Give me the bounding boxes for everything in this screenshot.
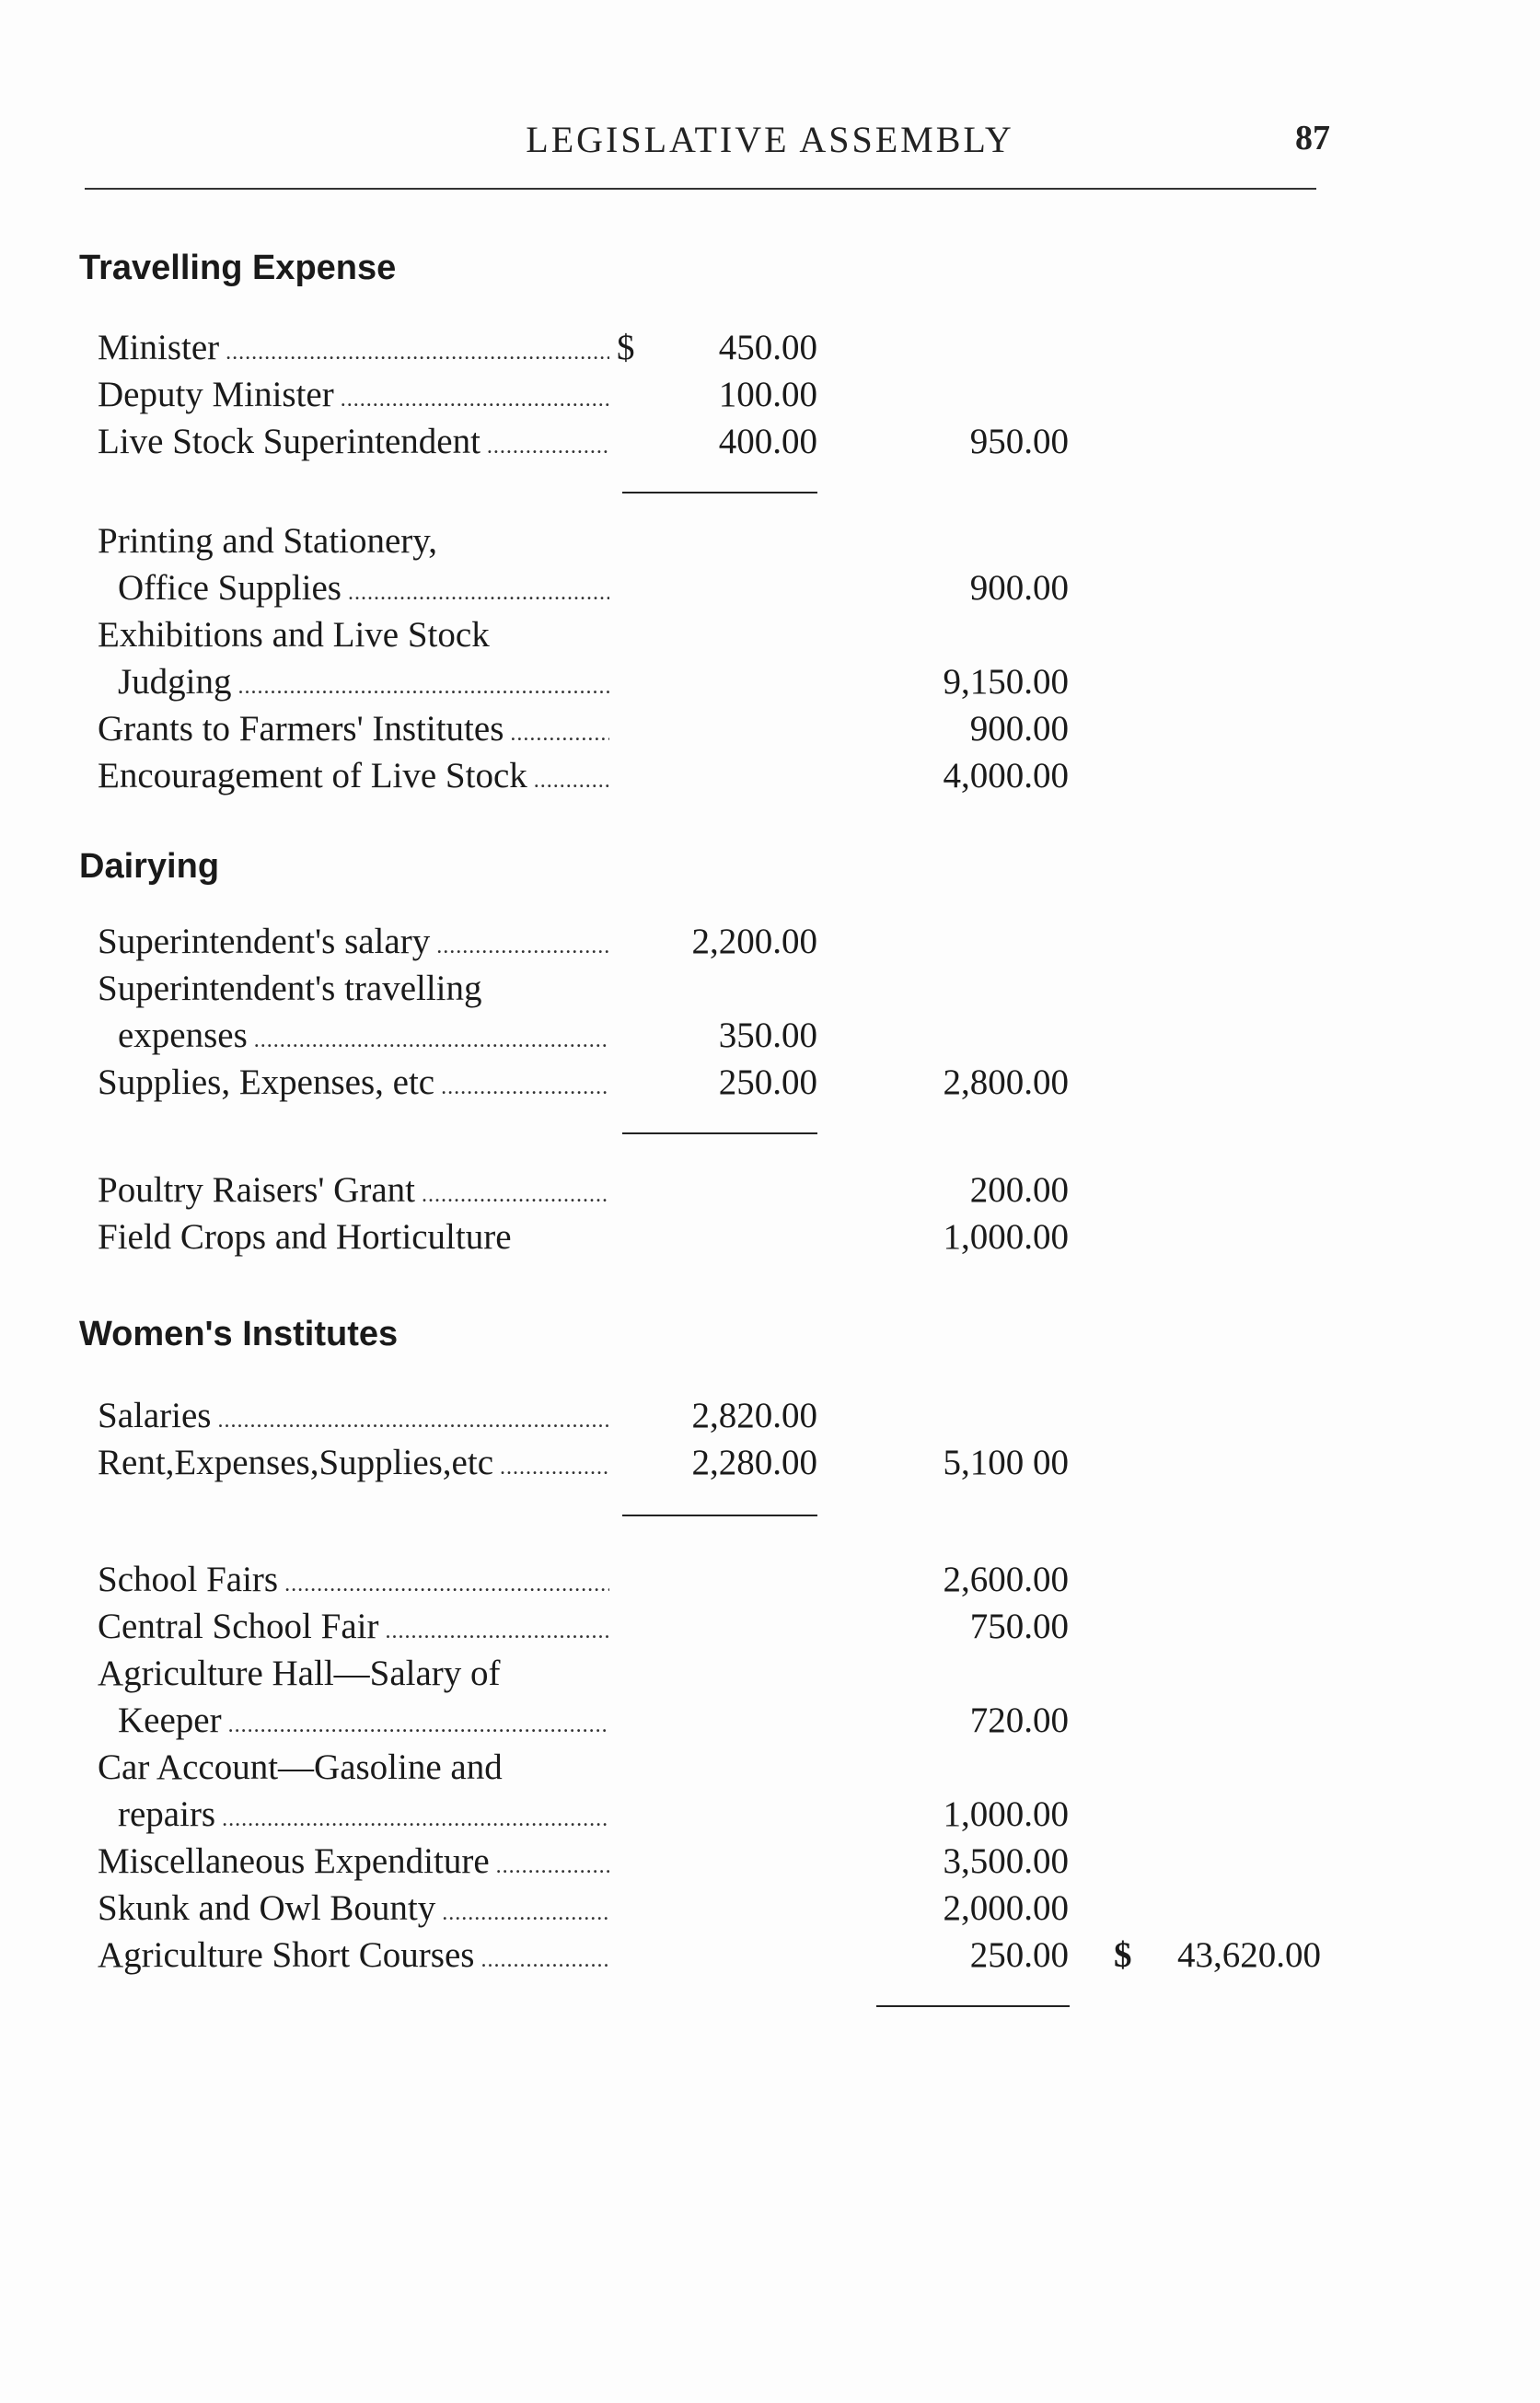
amount-col2: 4,000.00 xyxy=(943,756,1069,795)
table-row xyxy=(0,1887,1540,1933)
amount-col1: 2,200.00 xyxy=(691,922,817,961)
table-row xyxy=(0,1559,1540,1605)
row-label: Skunk and Owl Bounty ..... xyxy=(98,1887,609,1929)
amount-col1: 350.00 xyxy=(718,1016,817,1055)
table-row xyxy=(0,1169,1540,1215)
table-row xyxy=(0,520,1540,566)
section-heading-travelling: Travelling Expense xyxy=(79,249,397,287)
table-row xyxy=(0,1700,1540,1746)
page-number: 87 xyxy=(1295,119,1330,157)
amount-col2: 950.00 xyxy=(969,422,1069,461)
row-label: Live Stock Superintendent ..... xyxy=(98,421,609,462)
dollar-sign: $ xyxy=(1114,1935,1132,1975)
amount-col2: 720.00 xyxy=(969,1701,1069,1740)
table-row xyxy=(0,1747,1540,1793)
table-row xyxy=(0,921,1540,967)
row-label: Supplies, Expenses, etc ..... xyxy=(98,1062,609,1103)
row-label: repairs ..... xyxy=(118,1794,609,1835)
amount-col1: 250.00 xyxy=(718,1062,817,1102)
table-row xyxy=(0,374,1540,420)
row-label: Rent,Expenses,Supplies,etc ..... xyxy=(98,1442,609,1483)
table-row xyxy=(0,1062,1540,1108)
row-label: Agriculture Short Courses ..... xyxy=(98,1934,609,1976)
row-label: Keeper ..... xyxy=(118,1700,609,1741)
amount-col2: 200.00 xyxy=(969,1170,1069,1210)
amount-col2: 9,150.00 xyxy=(943,662,1069,702)
amount-col2: 2,800.00 xyxy=(943,1062,1069,1102)
row-label: expenses ..... xyxy=(118,1015,609,1056)
table-row xyxy=(0,1606,1540,1652)
row-label: Exhibitions and Live Stock xyxy=(98,615,490,655)
amount-col2: 250.00 xyxy=(969,1935,1069,1975)
row-label: Miscellaneous Expenditure ..... xyxy=(98,1840,609,1882)
table-row xyxy=(0,1653,1540,1699)
table-row xyxy=(0,1794,1540,1840)
row-label: Car Account—Gasoline and xyxy=(98,1747,503,1787)
amount-col1: 2,820.00 xyxy=(691,1396,817,1435)
amount-col2: 1,000.00 xyxy=(943,1217,1069,1257)
dollar-sign: $ xyxy=(617,328,635,367)
row-label: Central School Fair ..... xyxy=(98,1606,609,1647)
row-label: Poultry Raisers' Grant ..... xyxy=(98,1169,609,1211)
table-row xyxy=(0,1934,1540,1980)
table-row xyxy=(0,567,1540,613)
section-heading-dairying: Dairying xyxy=(79,847,220,886)
table-row xyxy=(0,1840,1540,1886)
table-row xyxy=(0,421,1540,467)
table-row xyxy=(0,968,1540,1014)
subtotal-rule xyxy=(622,1515,817,1516)
row-label: Deputy Minister ..... xyxy=(98,374,609,415)
table-row xyxy=(0,708,1540,754)
row-label: Salaries ..... xyxy=(98,1395,609,1436)
table-row xyxy=(0,327,1540,373)
amount-col2: 5,100 00 xyxy=(943,1443,1069,1482)
row-label: Encouragement of Live Stock ..... xyxy=(98,755,609,796)
amount-col2: 2,000.00 xyxy=(943,1888,1069,1928)
row-label: School Fairs ..... xyxy=(98,1559,609,1600)
amount-col1: 400.00 xyxy=(718,422,817,461)
amount-col1: 2,280.00 xyxy=(691,1443,817,1482)
table-row xyxy=(0,1015,1540,1061)
amount-col1: 100.00 xyxy=(718,375,817,414)
table-row xyxy=(0,1442,1540,1488)
row-label: Superintendent's travelling xyxy=(98,969,482,1008)
amount-col2: 900.00 xyxy=(969,568,1069,608)
table-row xyxy=(0,755,1540,801)
header-rule xyxy=(85,188,1316,190)
row-label: Field Crops and Horticulture xyxy=(98,1217,512,1257)
subtotal-rule xyxy=(622,1132,817,1134)
row-label: Agriculture Hall—Salary of xyxy=(98,1654,501,1693)
amount-col1: 450.00 xyxy=(718,328,817,367)
amount-col2: 900.00 xyxy=(969,709,1069,749)
subtotal-rule xyxy=(876,2005,1070,2007)
amount-col2: 1,000.00 xyxy=(943,1794,1069,1834)
amount-col2: 2,600.00 xyxy=(943,1560,1069,1599)
subtotal-rule xyxy=(622,492,817,493)
grand-total: 43,620.00 xyxy=(1177,1935,1321,1975)
header-bar xyxy=(0,118,1540,173)
amount-col2: 750.00 xyxy=(969,1607,1069,1646)
row-label: Judging ..... xyxy=(118,661,609,702)
row-label: Minister ..... xyxy=(98,327,609,368)
table-row xyxy=(0,614,1540,660)
amount-col2: 3,500.00 xyxy=(943,1841,1069,1881)
section-heading-womens: Women's Institutes xyxy=(79,1315,399,1353)
row-label: Superintendent's salary ..... xyxy=(98,921,609,962)
table-row xyxy=(0,1395,1540,1441)
row-label: Office Supplies ..... xyxy=(118,567,609,609)
row-label: Printing and Stationery, xyxy=(98,521,438,561)
table-row xyxy=(0,661,1540,707)
table-row xyxy=(0,1216,1540,1262)
page-title: LEGISLATIVE ASSEMBLY xyxy=(526,119,1014,160)
row-label: Grants to Farmers' Institutes ..... xyxy=(98,708,609,749)
